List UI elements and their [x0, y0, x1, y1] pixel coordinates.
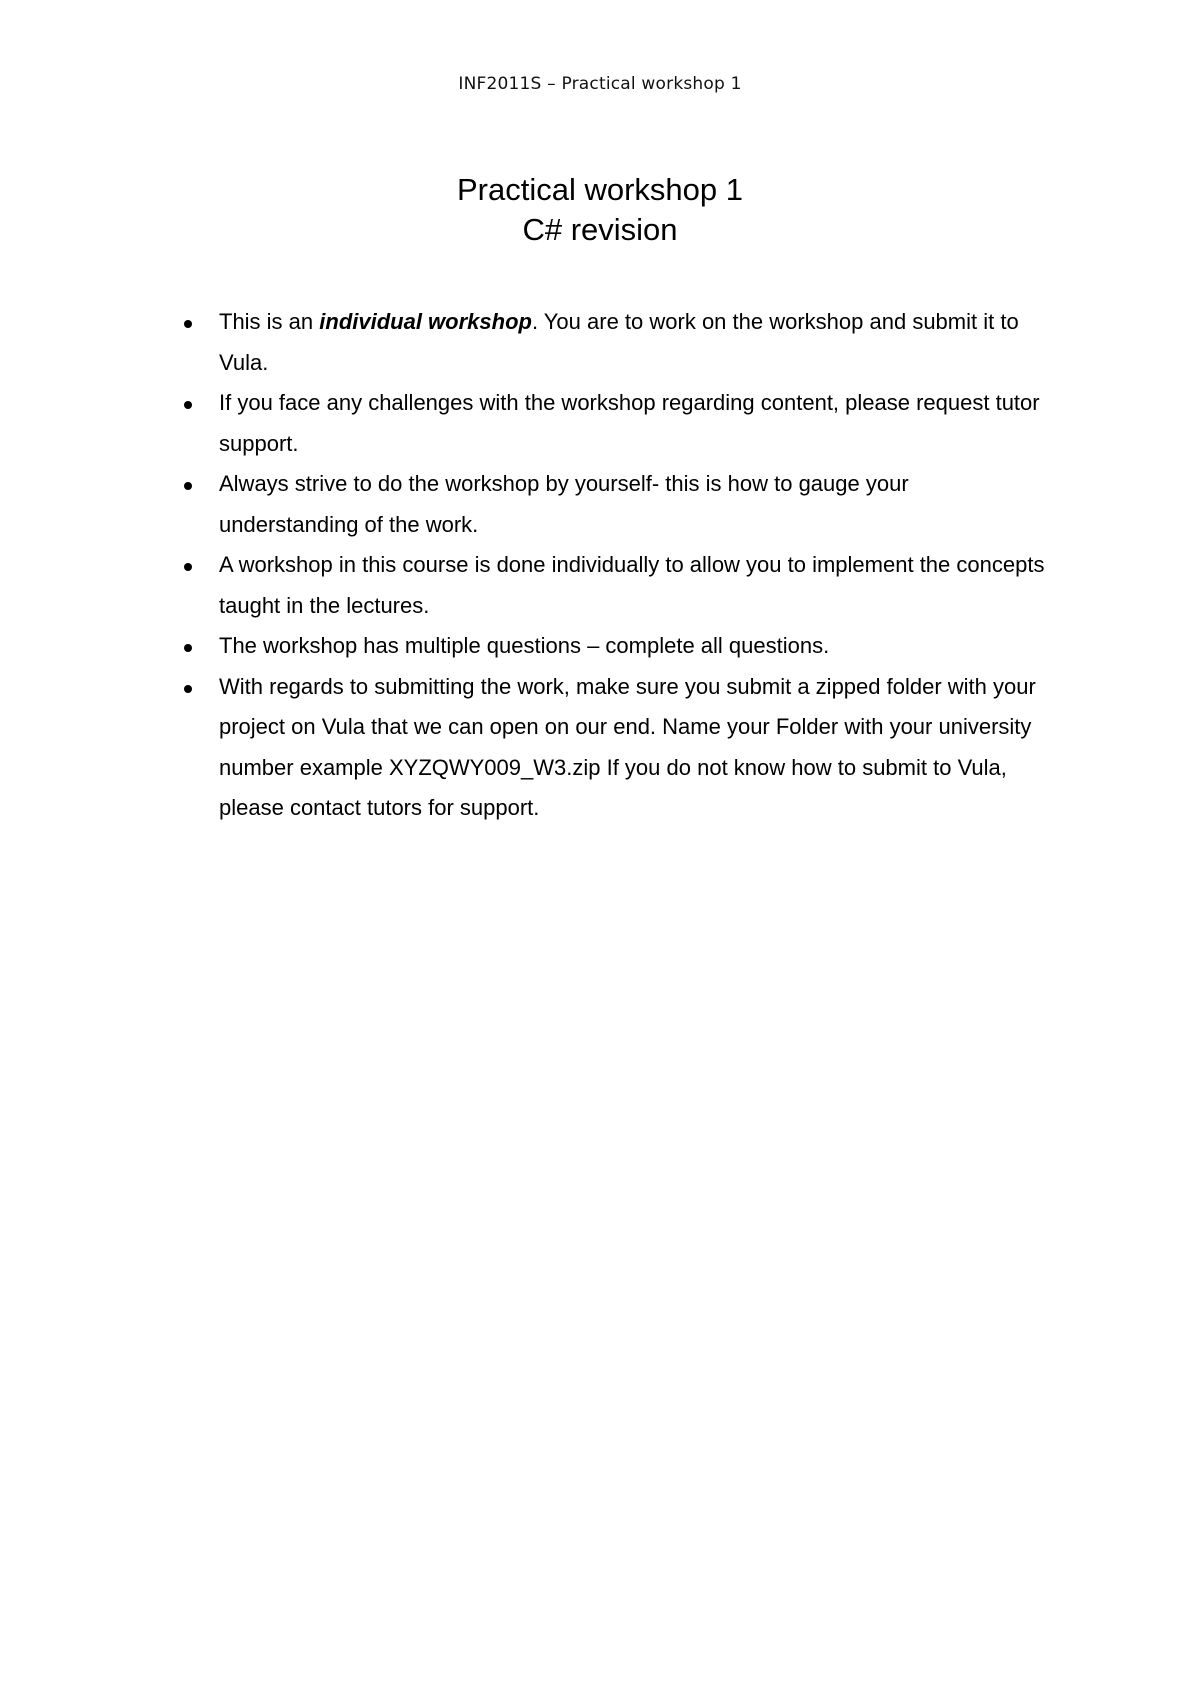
bullet-icon [184, 685, 192, 693]
rule-text: The workshop has multiple questions – complete all questions. [219, 633, 830, 658]
rule-text-prefix: This is an [219, 309, 320, 334]
bullet-icon [184, 482, 192, 490]
instructions-list [0, 302, 1200, 829]
document-title [0, 170, 1200, 250]
bullet-icon [184, 401, 192, 409]
bullet-icon [184, 563, 192, 571]
rule-text: A workshop in this course is done individually to allow you to implement the concepts taught in the lectures. [219, 552, 1045, 618]
running-header: INF2011S – Practical workshop 1 [458, 74, 742, 94]
list-item [0, 545, 1054, 626]
title-line-2: C# revision [522, 212, 678, 247]
bullet-icon [184, 320, 192, 328]
rule-emphasis: individual workshop [319, 309, 532, 334]
list-item [0, 626, 1054, 667]
rule-text: If you face any challenges with the workshop regarding content, please request tutor support. [219, 390, 1040, 456]
list-item [0, 383, 1054, 464]
list-item [0, 302, 1054, 383]
rule-text: Always strive to do the workshop by yourself- this is how to gauge your understanding of the work. [219, 471, 909, 537]
bullet-icon [184, 644, 192, 652]
rule-text: With regards to submitting the work, make sure you submit a zipped folder with your project on Vula that we can open on our end. Name your Folder with your university number example XYZQWY009_W3.zip If you do not know how to submit to Vula, please contact tutors for support. [219, 673, 1036, 820]
list-item [0, 464, 1054, 545]
title-line-1: Practical workshop 1 [456, 172, 743, 207]
rule-text: . You are to work on the workshop and submit it to Vula. [219, 309, 1019, 375]
list-item [0, 667, 1054, 829]
